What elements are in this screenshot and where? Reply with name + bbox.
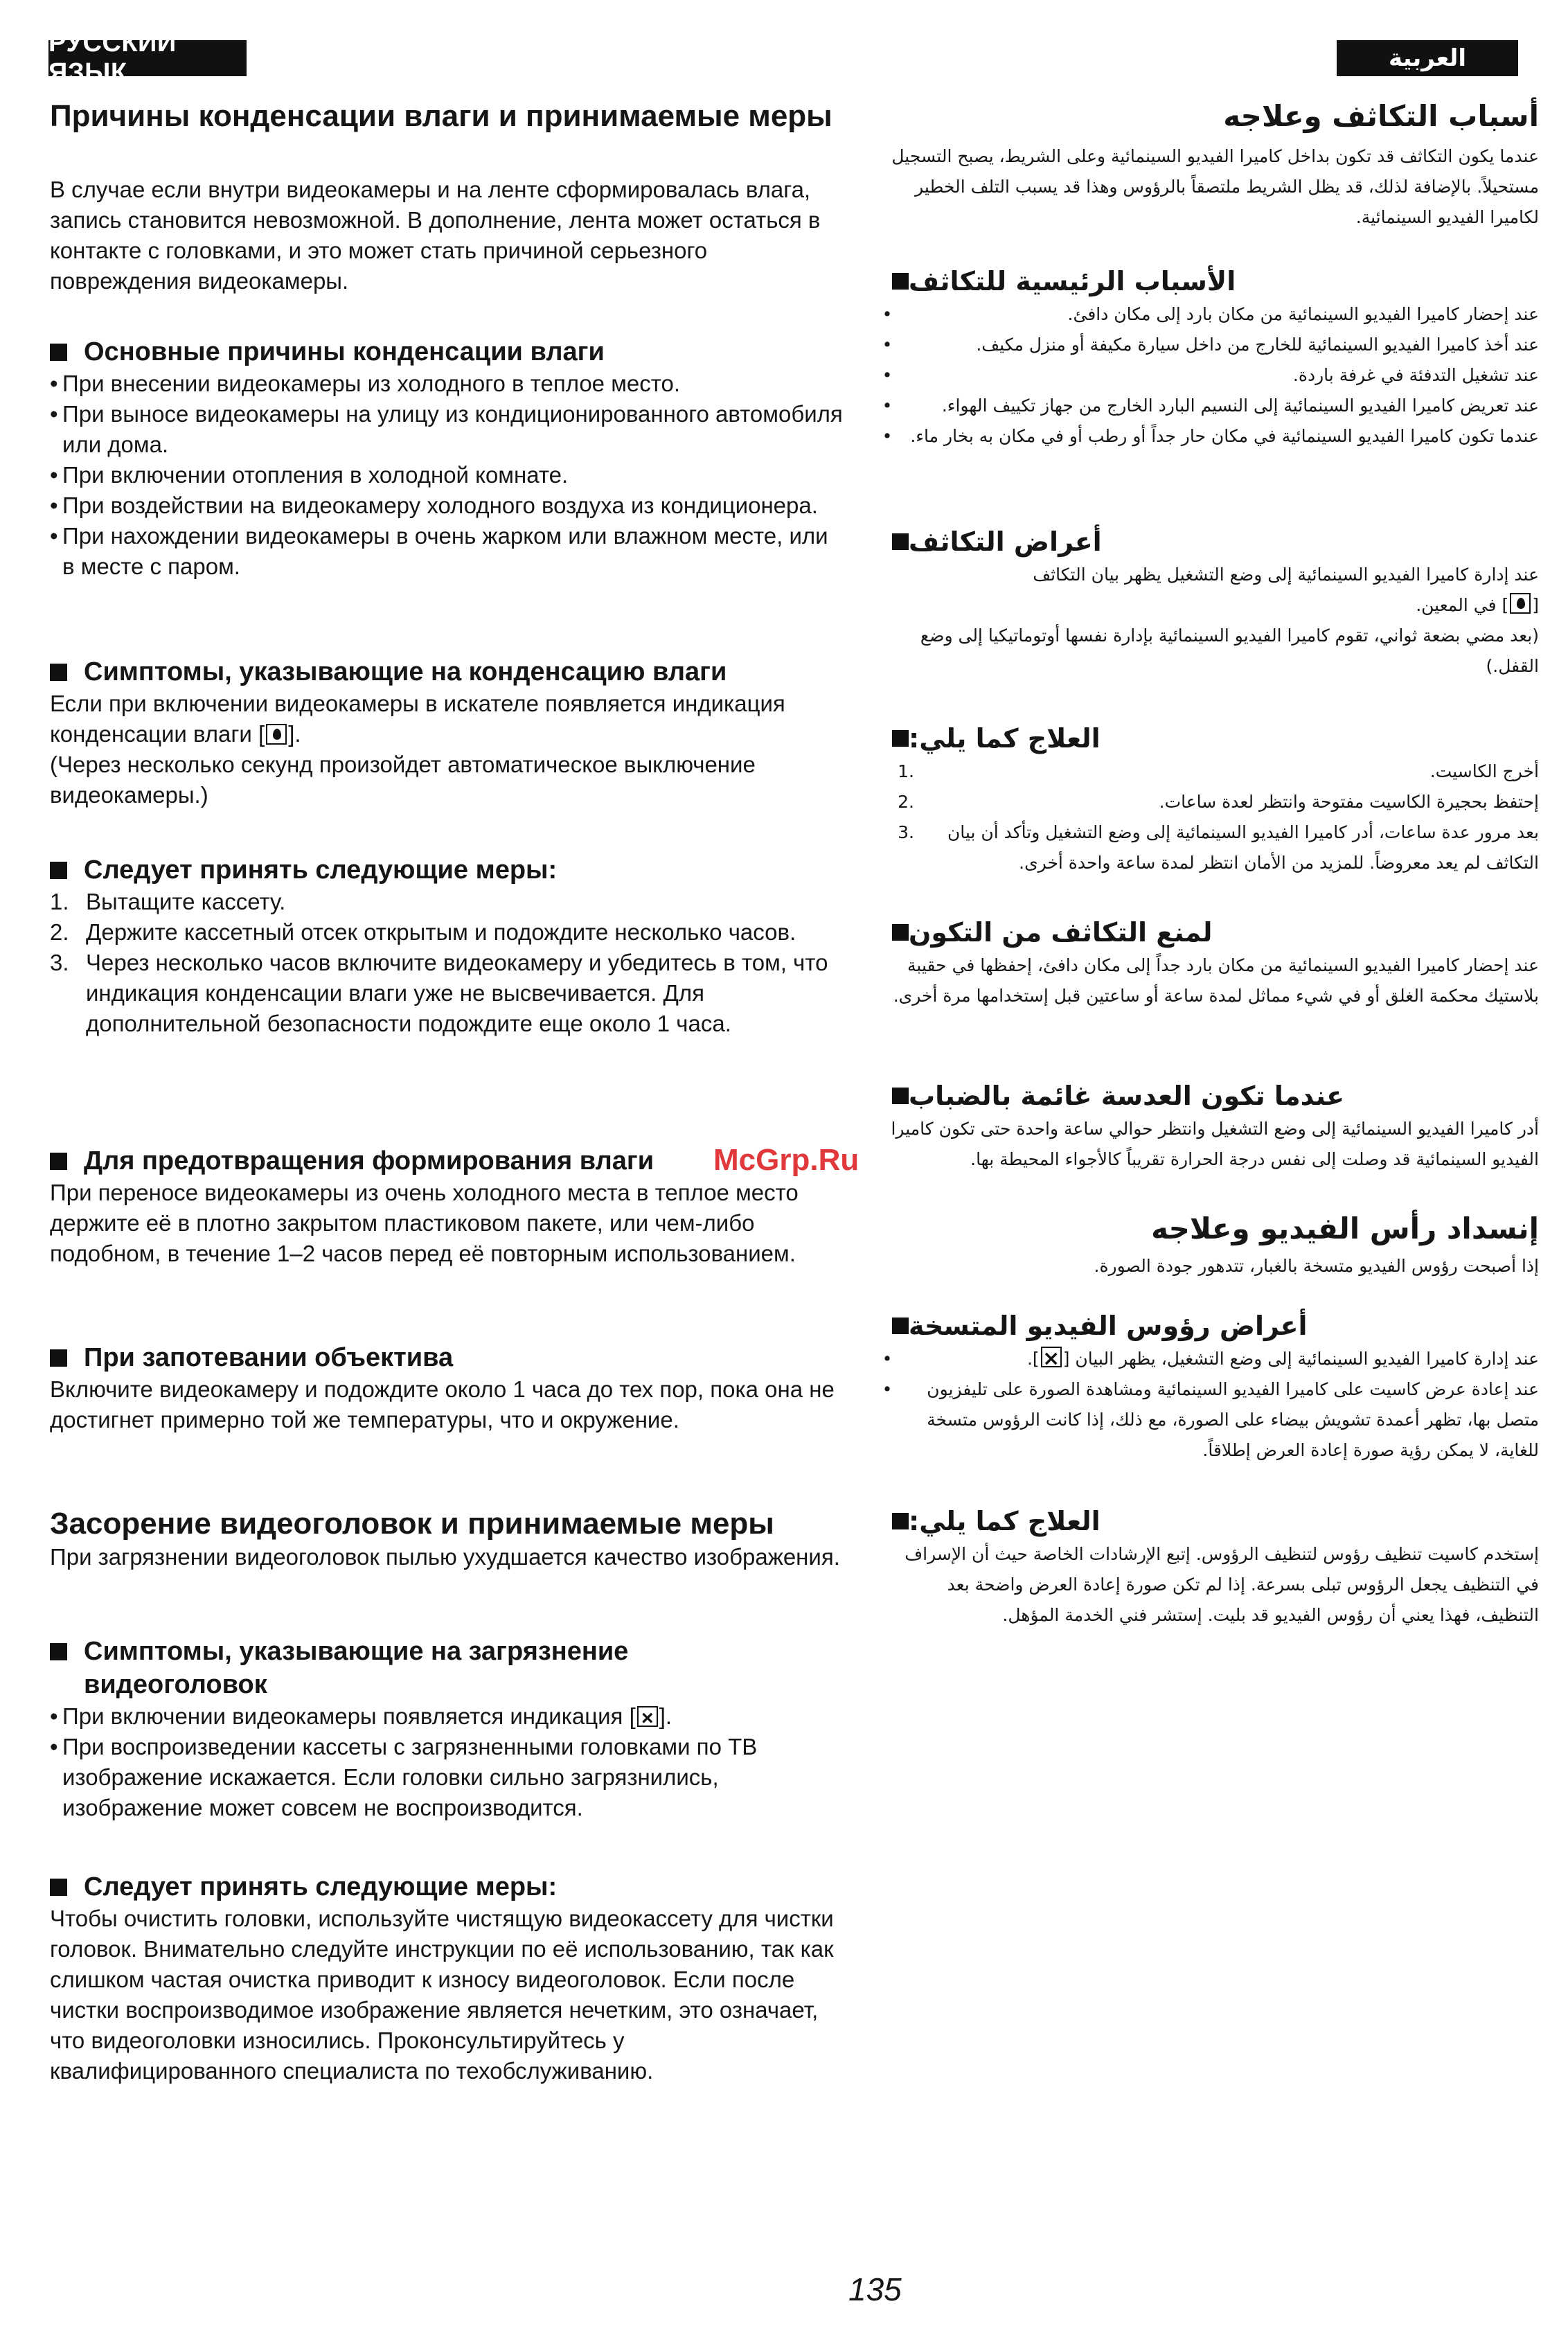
ru-section-measures xyxy=(50,853,846,1039)
page-number: 135 xyxy=(848,2271,902,2307)
list-item: • عند إحضار كاميرا الفيديو السينمائية من مكان بارد إلى مكان دافئ. xyxy=(882,304,1539,324)
ar-symptoms-indicator: [] في المعين. xyxy=(880,590,1539,621)
ar-intro-head-clog: إذا أصبحت رؤوس الفيديو متسخة بالغبار، تتدهور جودة الصورة. xyxy=(1094,1256,1539,1276)
language-badge-russian: РУССКИЙ ЯЗЫК xyxy=(48,40,247,76)
list-item: • При включении отопления в холодной комнате. xyxy=(50,462,569,488)
ru-intro-condensation: В случае если внутри видеокамеры и на ленте сформировалась влага, запись становится невозможной. В дополнение, лента может остаться в контакте с головками, и это может стать причиной серьезного повреждения видеокамеры. xyxy=(50,177,821,294)
section-bullet-icon xyxy=(50,862,67,879)
ar-symptoms-note: (بعد مضي بضعة ثواني، تقوم كاميرا الفيديو السينمائية بإدارة نفسها أوتوماتيكيا إلى وضع القفل.) xyxy=(920,626,1539,676)
list-item: • عندما تكون كاميرا الفيديو السينمائية في مكان حار جداً أو رطب أو في مكان به بخار ماء. xyxy=(882,426,1539,446)
list-item: • При выносе видеокамеры на улицу из кондиционированного автомобиля или дома. xyxy=(50,401,843,457)
list-item: • При воздействии на видеокамеру холодного воздуха из кондиционера. xyxy=(50,493,818,518)
ru-symptoms-note: (Через несколько секунд произойдет автоматическое выключение видеокамеры.) xyxy=(50,752,756,808)
ru-section-clog-symptoms xyxy=(50,1635,846,1823)
ru-symptoms-text: Если при включении видеокамеры в искателе появляется индикация конденсации влаги [ ]. xyxy=(50,691,785,747)
ru-heading-symptoms: Симптомы, указывающие на конденсацию влаги xyxy=(50,655,846,689)
ar-section-causes xyxy=(880,263,1539,452)
section-bullet-icon xyxy=(50,664,67,681)
ar-section-clog-remedy xyxy=(880,1503,1539,1631)
ru-section-lens xyxy=(50,1341,846,1435)
ar-title-head-clog: إنسداد رأس الفيديو وعلاجه xyxy=(1151,1212,1539,1245)
section-bullet-icon xyxy=(892,273,909,290)
list-item: • عند أخذ كاميرا الفيديو السينمائية للخارج من داخل سيارة مكيفة أو منزل مكيف. xyxy=(882,335,1539,355)
section-bullet-icon xyxy=(50,1879,67,1896)
ar-title-condensation: أسباب التكاثف وعلاجه xyxy=(1223,99,1539,133)
ar-prevent-text: عند إحضار كاميرا الفيديو السينمائية من مكان بارد جداً إلى مكان دافئ، إحفظها في حقيبة بلاستيك محكمة الغلق أو في شيء مماثل لمدة ساعة أو ساعتين قبل إستخدامها مرة أخرى. xyxy=(893,955,1539,1006)
head-clog-indicator-icon xyxy=(1041,1347,1062,1367)
section-bullet-icon xyxy=(50,1643,67,1660)
numbered-item: 1. أخرج الكاسيت. xyxy=(898,761,1539,781)
list-item: • При включении видеокамеры появляется индикация [× ]. xyxy=(50,1701,846,1732)
list-item: • При воспроизведении кассеты с загрязненными головками по ТВ изображение искажается. Если головки сильно загрязнились, изображение может совсем не воспроизводится. xyxy=(50,1734,758,1820)
section-bullet-icon xyxy=(892,730,909,747)
ar-section-lens xyxy=(880,1078,1539,1175)
ru-title-head-clog: Засорение видеоголовок и принимаемые меры xyxy=(50,1507,774,1541)
list-item: • عند تشغيل التدفئة في غرفة باردة. xyxy=(882,365,1539,385)
ru-clog-measures-text: Чтобы очистить головки, используйте чистящую видеокассету для чистки головок. Внимательно следуйте инструкции по её использованию, так как слишком частая очистка приводит к износу видеоголовок. Если после чистки воспроизводимое изображение является нечетким, это означает, что видеоголовки износились. Проконсультируйтесь у квалифицированного специалиста по техобслуживанию. xyxy=(50,1906,834,2084)
numbered-item: 2. Держите кассетный отсек открытым и подождите несколько часов. xyxy=(50,919,796,945)
section-bullet-icon xyxy=(892,1088,909,1104)
condensation-indicator-icon xyxy=(266,724,287,745)
ru-lens-text: Включите видеокамеру и подождите около 1 часа до тех пор, пока она не достигнет примерно той же температуры, что и окружение. xyxy=(50,1376,835,1432)
ar-section-clog-symptoms xyxy=(880,1308,1539,1466)
section-bullet-icon xyxy=(50,1349,67,1367)
section-bullet-icon xyxy=(892,1318,909,1334)
ar-heading-lens: عندما تكون العدسة غائمة بالضباب xyxy=(880,1078,1539,1114)
numbered-item: 3. بعد مرور عدة ساعات، أدر كاميرا الفيديو السينمائية إلى وضع التشغيل وتأكد أن بيان التكاثف لم يعد معروضاً. للمزيد من الأمان انتظر لمدة ساعة واحدة أخرى. xyxy=(898,822,1539,873)
ar-heading-clog-remedy: العلاج كما يلي: xyxy=(880,1503,1539,1539)
ar-heading-causes: الأسباب الرئيسية للتكاثف xyxy=(880,263,1539,299)
ru-title-condensation: Причины конденсации влаги и принимаемые меры xyxy=(50,99,832,133)
section-bullet-icon xyxy=(892,924,909,941)
ar-section-remedy xyxy=(880,720,1539,878)
list-item: • عند تعريض كاميرا الفيديو السينمائية إلى النسيم البارد الخارج من جهاز تكييف الهواء. xyxy=(882,396,1539,416)
ru-heading-measures: Следует принять следующие меры: xyxy=(50,853,846,887)
section-bullet-icon xyxy=(892,1513,909,1529)
list-item: • При нахождении видеокамеры в очень жарком или влажном месте, или в месте с паром. xyxy=(50,523,828,579)
ar-section-symptoms xyxy=(880,524,1539,682)
ar-lens-text: أدر كاميرا الفيديو السينمائية إلى وضع التشغيل وانتظر حوالي ساعة واحدة حتى تكون كاميرا الفيديو السينمائية قد وصلت إلى نفس درجة الحرارة تقريباً كالأجواء المحيطة بها. xyxy=(891,1119,1539,1169)
watermark: McGrp.Ru xyxy=(713,1143,859,1177)
list-item: • عند إدارة كاميرا الفيديو السينمائية إلى وضع التشغيل، يظهر البيان [×]. xyxy=(880,1344,1539,1374)
ar-heading-remedy: العلاج كما يلي: xyxy=(880,720,1539,756)
section-bullet-icon xyxy=(892,533,909,550)
ru-heading-clog-symptoms: Симптомы, указывающие на загрязнение видеоголовок xyxy=(50,1635,742,1701)
ar-symptoms-text: عند إدارة كاميرا الفيديو السينمائية إلى وضع التشغيل يظهر بيان التكاثف xyxy=(1033,565,1539,585)
ru-section-symptoms xyxy=(50,655,846,810)
ar-clog-remedy-text: إستخدم كاسيت تنظيف رؤوس لتنظيف الرؤوس. إتبع الإرشادات الخاصة حيث أن الإسراف في التنظيف يجعل الرؤوس تبلى بسرعة. إذا لم تكن صورة إعادة العرض واضحة بعد التنظيف، فهذا يعني أن رؤوس الفيديو قد بليت. إستشر فني الخدمة المؤهل. xyxy=(905,1544,1539,1625)
ar-heading-prevent: لمنع التكاثف من التكون xyxy=(880,914,1539,950)
language-badge-arabic: العربية xyxy=(1337,40,1518,76)
ar-heading-clog-symptoms: أعراض رؤوس الفيديو المتسخة xyxy=(880,1308,1539,1344)
condensation-indicator-icon xyxy=(1510,593,1531,614)
ru-heading-causes: Основные причины конденсации влаги xyxy=(50,335,846,369)
ru-intro-head-clog: При загрязнении видеоголовок пылью ухудшается качество изображения. xyxy=(50,1544,840,1570)
ar-intro-condensation: عندما يكون التكاثف قد تكون بداخل كاميرا الفيديو السينمائية وعلى الشريط، يصبح التسجيل مستحيلاً. بالإضافة لذلك، قد يظل الشريط ملتصقاً بالرؤوس وهذا قد يسبب التلف الخطير لكاميرا الفيديو السينمائية. xyxy=(891,146,1539,227)
section-bullet-icon xyxy=(50,344,67,361)
ru-prevent-text: При переносе видеокамеры из очень холодного места в теплое место держите её в плотно закрытом пластиковом пакете, или чем-либо подобном, в течение 1–2 часов перед её повторным использованием. xyxy=(50,1180,799,1266)
list-item: • عند إعادة عرض كاسيت على كاميرا الفيديو السينمائية ومشاهدة الصورة على تليفزيون متصل بها، تظهر أعمدة تشويش بيضاء على الصورة، مع ذلك، إذا كانت الرؤوس متسخة للغاية، لا يمكن رؤية صورة إعادة العرض إطلاقاً. xyxy=(882,1379,1539,1460)
numbered-item: 3. Через несколько часов включите видеокамеру и убедитесь в том, что индикация конденсации влаги уже не высвечивается. Для дополнительной безопасности подождите еще около 1 часа. xyxy=(50,950,828,1036)
list-item: • При внесении видеокамеры из холодного в теплое место. xyxy=(50,371,680,396)
ru-heading-prevent: Для предотвращения формирования влаги xyxy=(50,1144,846,1178)
ru-heading-clog-measures: Следует принять следующие меры: xyxy=(50,1870,846,1904)
ar-heading-symptoms: أعراض التكاثف xyxy=(880,524,1539,560)
numbered-item: 1. Вытащите кассету. xyxy=(50,889,286,914)
ru-section-clog-measures xyxy=(50,1870,846,2086)
ar-section-prevent xyxy=(880,914,1539,1011)
ru-heading-lens: При запотевании объектива xyxy=(50,1341,846,1374)
head-clog-indicator-icon xyxy=(637,1706,658,1727)
section-bullet-icon xyxy=(50,1153,67,1170)
numbered-item: 2. إحتفظ بحجيرة الكاسيت مفتوحة وانتظر لعدة ساعات. xyxy=(898,792,1539,812)
ru-section-causes xyxy=(50,335,846,582)
